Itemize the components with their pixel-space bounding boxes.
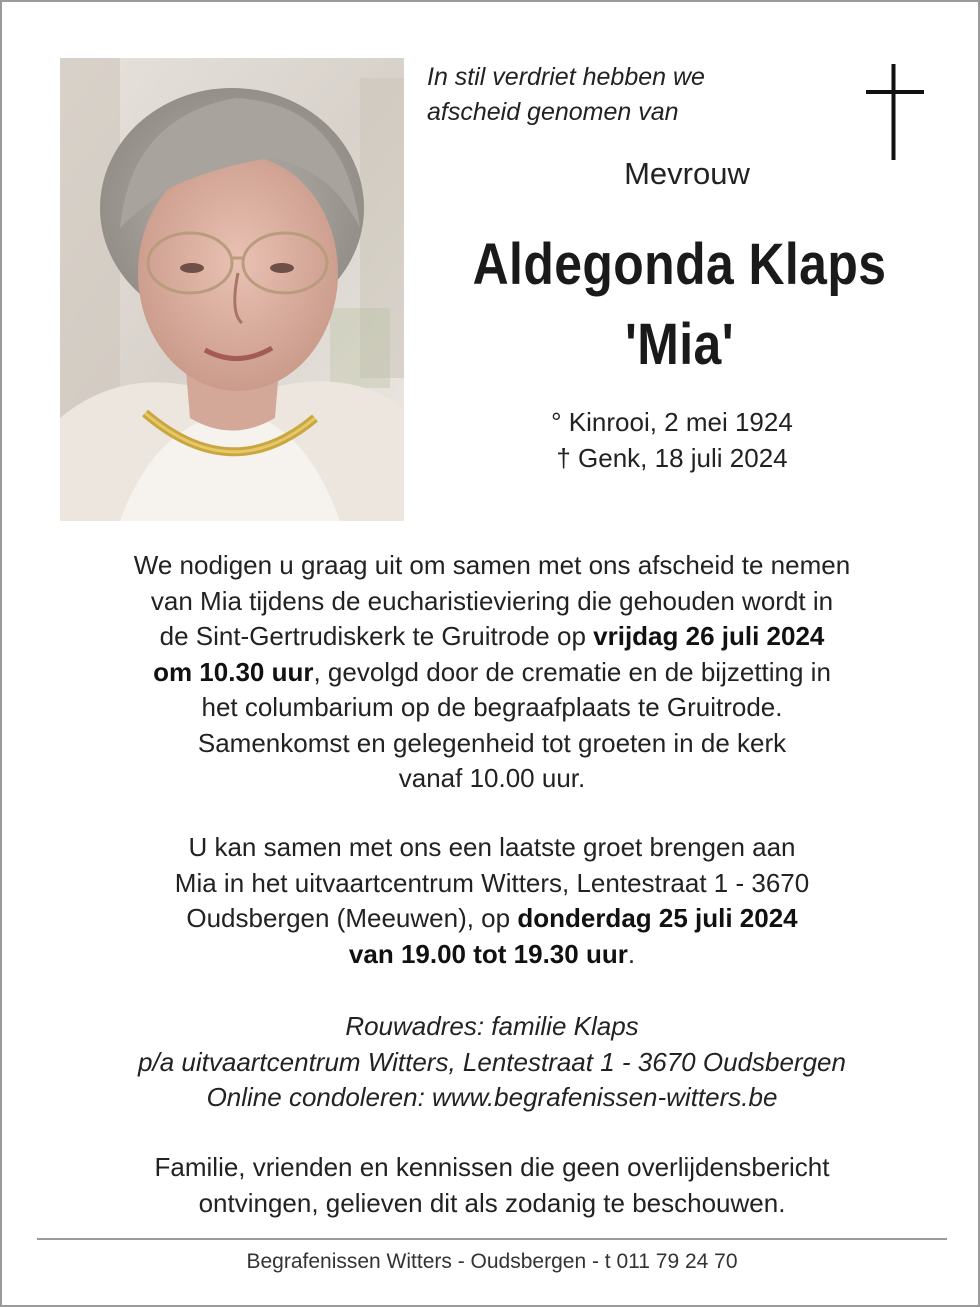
- ceremony-line-6: Samenkomst en gelegenheid tot groeten in de kerk: [197, 727, 787, 758]
- visitation-line-1: U kan samen met ons een laatste groet brengen aan: [188, 832, 796, 862]
- contact-line-3: Online condoleren: www.begrafenissen-witters.be: [206, 1082, 778, 1112]
- notice-line-1: Familie, vrienden en kennissen die geen overlijdensbericht: [154, 1152, 830, 1182]
- ceremony-line-3: [42, 619, 942, 655]
- ceremony-paragraph: [42, 548, 942, 797]
- visitation-line-4: [42, 937, 942, 973]
- deceased-name-block: [458, 225, 901, 385]
- notice-line-2: ontvingen, gelieven dit als zodanig te beschouwen.: [198, 1187, 786, 1218]
- deceased-name: Aldegonda Klaps: [472, 232, 887, 297]
- ceremony-time: om 10.30 uur: [153, 656, 314, 687]
- intro-line-2: afscheid genomen van: [427, 98, 679, 126]
- life-dates: [472, 404, 872, 476]
- ceremony-date: vrijdag 26 juli 2024: [593, 621, 825, 651]
- intro-text: [427, 60, 705, 130]
- portrait-illustration: [60, 58, 404, 521]
- visitation-paragraph: [42, 830, 942, 972]
- death-date: † Genk, 18 juli 2024: [556, 443, 788, 473]
- ceremony-line-7: vanaf 10.00 uur.: [398, 763, 586, 793]
- visitation-line-3: [42, 901, 942, 937]
- contact-paragraph: [42, 1009, 942, 1116]
- contact-line-2: p/a uitvaartcentrum Witters, Lentestraat 1 - 3670 Oudsbergen: [138, 1046, 846, 1077]
- deceased-nickname: 'Mia': [624, 312, 735, 377]
- footer-divider: [37, 1238, 947, 1240]
- visitation-line-3-text: Oudsbergen (Meeuwen), op: [186, 903, 518, 933]
- visitation-time: van 19.00 tot 19.30 uur: [348, 938, 628, 969]
- cross-icon: [866, 64, 924, 160]
- intro-line-1: In stil verdriet hebben we: [427, 63, 705, 91]
- birth-date: ° Kinrooi, 2 mei 1924: [551, 407, 793, 437]
- contact-line-1: Rouwadres: familie Klaps: [345, 1011, 639, 1041]
- ceremony-line-2: van Mia tijdens de eucharistieviering die gehouden wordt in: [150, 585, 834, 616]
- ceremony-line-5: het columbarium op de begraafplaats te Gruitrode.: [201, 692, 783, 722]
- ceremony-line-4-text: , gevolgd door de crematie en de bijzetting in: [313, 656, 831, 687]
- visitation-line-2: Mia in het uitvaartcentrum Witters, Lentestraat 1 - 3670: [174, 867, 810, 898]
- title-prefix: Mevrouw: [624, 156, 750, 191]
- ceremony-line-1: We nodigen u graag uit om samen met ons afscheid te nemen: [133, 550, 851, 580]
- ceremony-line-3-text: de Sint-Gertrudiskerk te Gruitrode op: [159, 621, 594, 651]
- notice-paragraph: [42, 1150, 942, 1221]
- portrait-photo: [60, 58, 404, 521]
- visitation-date: donderdag 25 juli 2024: [517, 903, 798, 933]
- ceremony-line-4: [42, 655, 942, 691]
- footer-text: Begrafenissen Witters - Oudsbergen - t 011 79 24 70: [246, 1250, 738, 1273]
- visitation-line-4-text: .: [627, 938, 636, 969]
